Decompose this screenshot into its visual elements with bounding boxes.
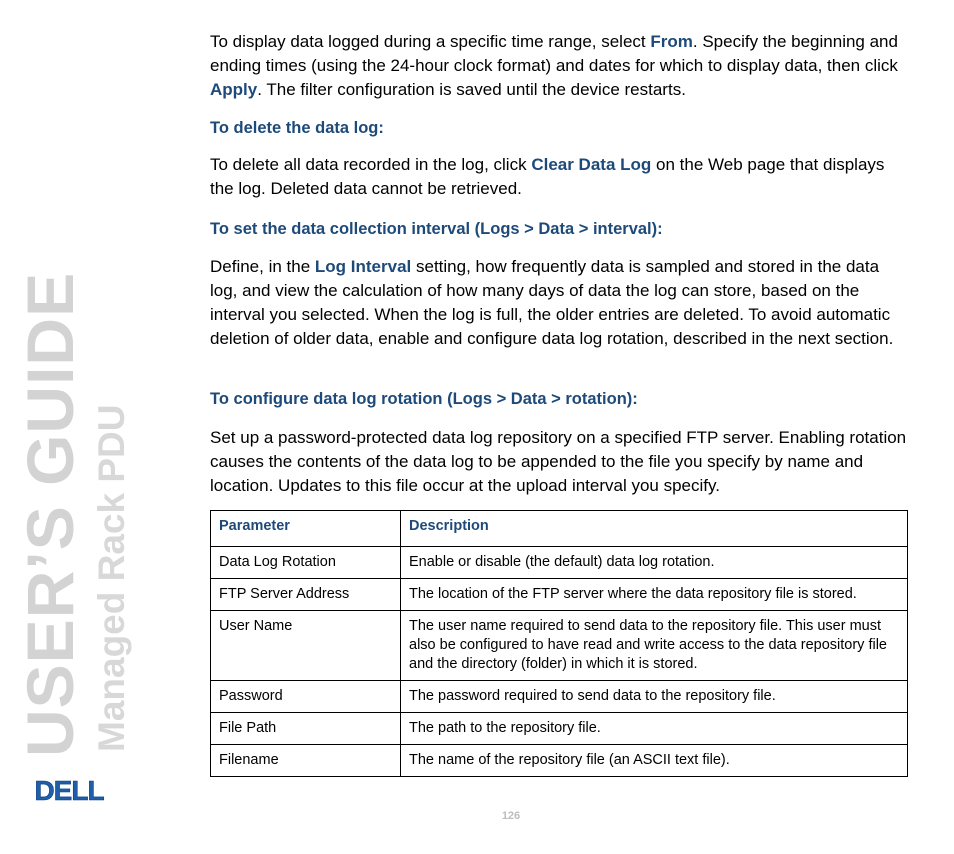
table-row (211, 579, 908, 611)
heading-log-rotation: To configure data log rotation (Logs > Data > rotation): (210, 390, 638, 408)
description-cell: The path to the repository file. (401, 713, 908, 745)
table-row (211, 745, 908, 777)
keyword-apply: Apply (210, 80, 258, 99)
paragraph-log-rotation: Set up a password-protected data log repository on a specified FTP server. Enabling rotation causes the contents of the data log to be appended to the file you specify by name and location. Updates to this file occur at the upload interval you specify. (210, 428, 907, 495)
parameter-table (210, 510, 908, 777)
keyword-clear-data-log: Clear Data Log (531, 155, 652, 174)
keyword-log-interval: Log Interval (314, 257, 412, 276)
paragraph-log-interval: Define, in the Log Interval setting, how frequently data is sampled and stored in the data log, and view the calculation of how many days of data the log can store, based on the interval you selected. When the log is full, the older entries are deleted. To avoid automatic deletion of older data, enable and configure data log rotation, described in the next section. (210, 257, 894, 348)
keyword-from: From (650, 32, 693, 51)
sidebar-product-subtitle: Managed Rack PDU (91, 404, 132, 752)
dell-logo-text: DELL (34, 776, 104, 806)
description-cell: Enable or disable (the default) data log rotation. (401, 547, 908, 579)
paragraph-time-range: To display data logged during a specific time range, select From. Specify the beginning and ending times (using the 24-hour clock format) and dates for which to display data, then click Apply. The filter configuration is saved until the device restarts. (210, 32, 898, 99)
table-row (211, 611, 908, 681)
table-row (211, 681, 908, 713)
table-row (211, 713, 908, 745)
parameter-cell: File Path (211, 713, 401, 745)
table-row (211, 547, 908, 579)
description-cell: The name of the repository file (an ASCII text file). (401, 745, 908, 777)
page-number: 126 (501, 810, 521, 822)
column-header-parameter: Parameter (211, 511, 401, 547)
parameter-cell: Password (211, 681, 401, 713)
heading-delete-log: To delete the data log: (210, 119, 384, 137)
parameter-cell: Data Log Rotation (211, 547, 401, 579)
description-cell: The user name required to send data to the repository file. This user must also be configured to have read and write access to the data repository file and the directory (folder) in which it is stored. (401, 611, 908, 681)
description-cell: The location of the FTP server where the data repository file is stored. (401, 579, 908, 611)
table-header-row (211, 511, 908, 547)
paragraph-delete-log: To delete all data recorded in the log, click Clear Data Log on the Web page that displays the log. Deleted data cannot be retrieved. (210, 155, 885, 198)
sidebar-guide-title: USER’S GUIDE (13, 271, 87, 757)
parameter-cell: FTP Server Address (211, 579, 401, 611)
dell-logo (26, 776, 112, 806)
column-header-description: Description (401, 511, 908, 547)
parameter-cell: Filename (211, 745, 401, 777)
description-cell: The password required to send data to the repository file. (401, 681, 908, 713)
heading-collection-interval: To set the data collection interval (Logs > Data > interval): (210, 220, 663, 238)
parameter-cell: User Name (211, 611, 401, 681)
